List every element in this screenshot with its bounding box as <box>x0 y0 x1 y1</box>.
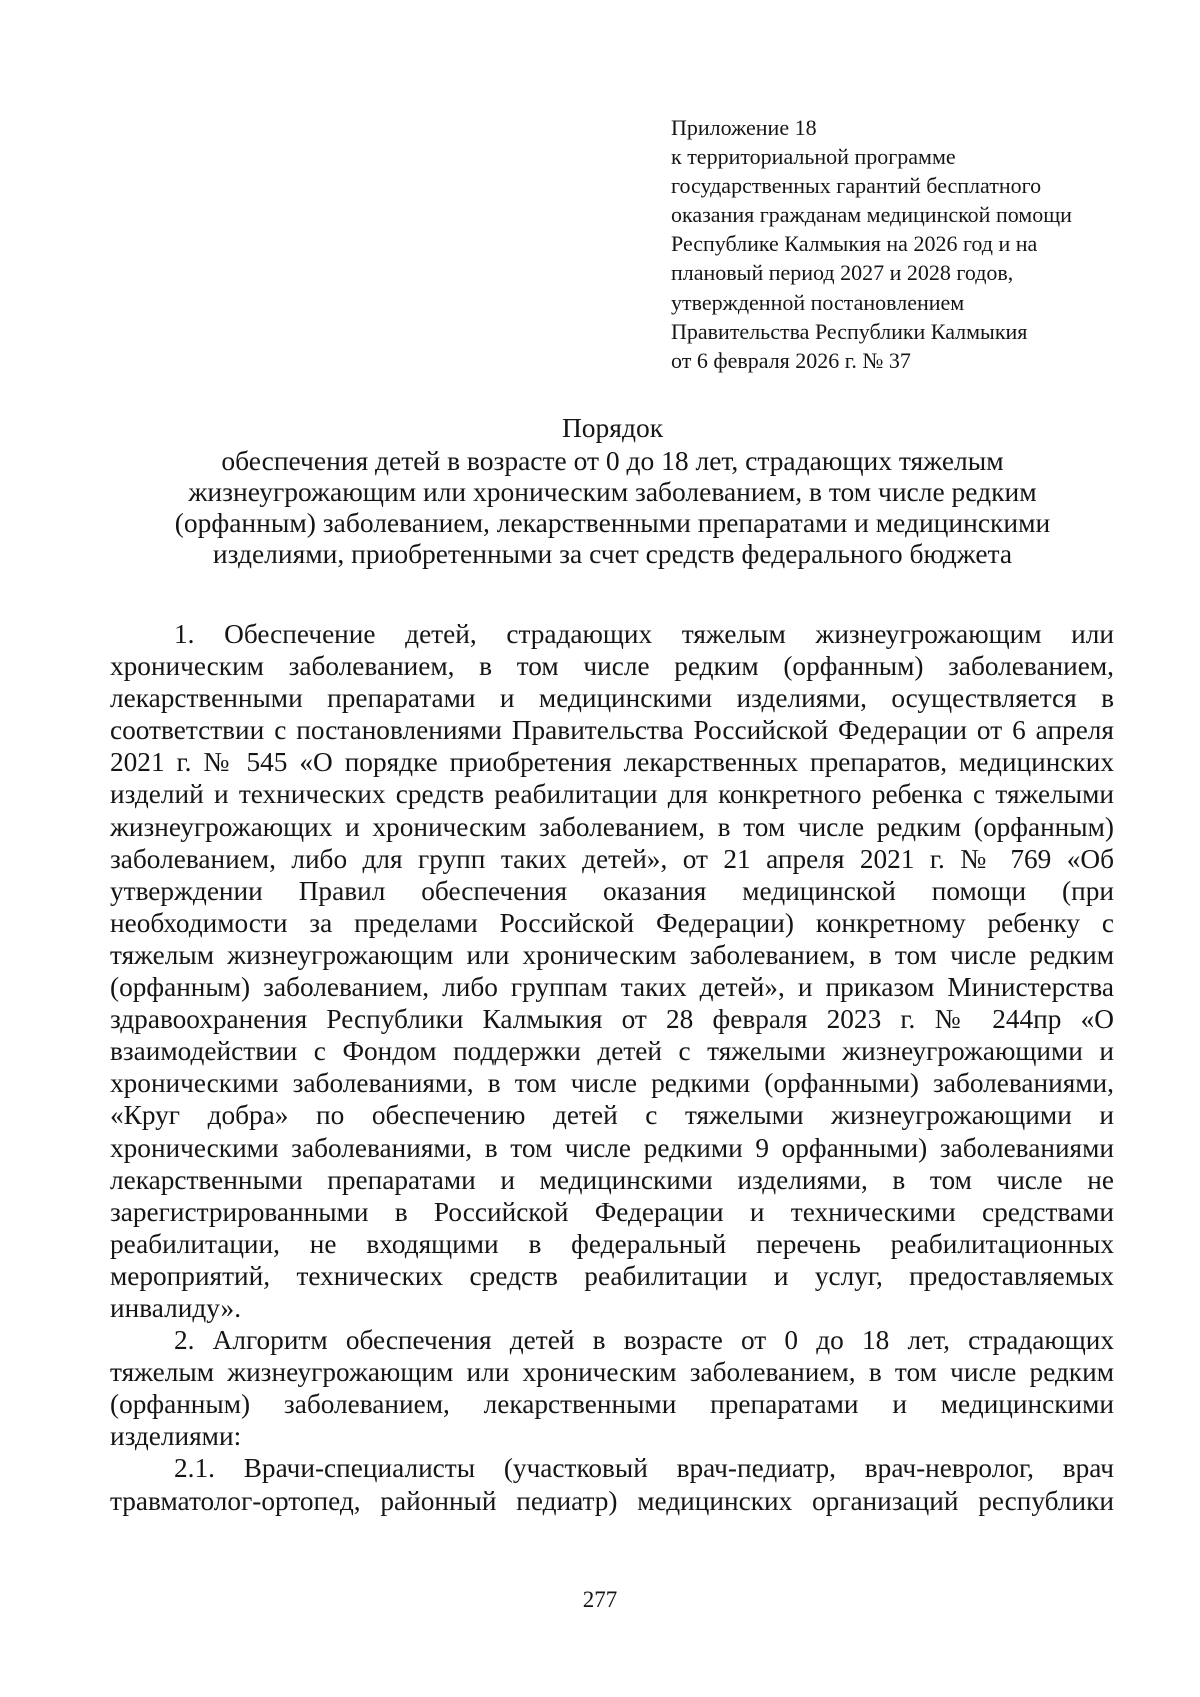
appendix-line: плановый период 2027 и 2028 годов, <box>671 260 1014 286</box>
text-line: хроническими заболеваниями, в том числе редкими (орфанными) заболеваниями, <box>110 1068 1114 1099</box>
appendix-line: оказания гражданам медицинской помощи <box>671 202 1072 228</box>
text-line: инвалиду». <box>110 1292 242 1323</box>
text-line: лекарственными препаратами и медицинскими изделиями, в том числе не <box>110 1164 1114 1195</box>
text-line: «Круг добра» по обеспечению детей с тяжелыми жизнеугрожающими и <box>110 1100 1114 1131</box>
title-line: жизнеугрожающим или хроническим заболеванием, в том числе редким <box>188 476 1037 507</box>
text-line: 2.1. Врачи-специалисты (участковый врач-педиатр, врач-невролог, врач <box>174 1453 1114 1484</box>
text-line: (орфанным) заболеванием, либо группам таких детей», и приказом Министерства <box>110 972 1114 1003</box>
appendix-note <box>671 113 1171 375</box>
document-body <box>110 618 1114 1517</box>
text-line: 2. Алгоритм обеспечения детей в возрасте от 0 до 18 лет, страдающих <box>174 1325 1114 1356</box>
text-line: лекарственными препаратами и медицинскими изделиями, осуществляется в <box>110 683 1114 714</box>
page-number: 277 <box>582 1587 618 1612</box>
text-line: хроническими заболеваниями, в том числе редкими 9 орфанными) заболеваниями <box>110 1132 1114 1163</box>
appendix-line: к территориальной программе <box>671 144 956 170</box>
text-line: тяжелым жизнеугрожающим или хроническим заболеванием, в том числе редким <box>110 1357 1114 1388</box>
text-line: заболеванием, либо для групп таких детей», от 21 апреля 2021 г. № 769 «Об <box>110 843 1114 874</box>
text-line: 2021 г. № 545 «О порядке приобретения лекарственных препаратов, медицинских <box>110 747 1114 778</box>
paragraph-1 <box>110 618 1114 1324</box>
appendix-line: Республике Калмыкия на 2026 год и на <box>671 231 1038 257</box>
text-line: хроническим заболеванием, в том числе редким (орфанным) заболеванием, <box>110 651 1114 682</box>
paragraph-2-1 <box>110 1452 1114 1516</box>
text-line: необходимости за пределами Российской Федерации) конкретному ребенку с <box>110 907 1114 938</box>
appendix-line: Приложение 18 <box>671 115 817 140</box>
text-line: зарегистрированными в Российской Федерации и техническими средствами <box>110 1196 1114 1227</box>
paragraph-2 <box>110 1324 1114 1452</box>
text-line: 1. Обеспечение детей, страдающих тяжелым жизнеугрожающим или <box>174 619 1114 649</box>
text-line: травматолог-ортопед, районный педиатр) медицинских организаций республики <box>110 1485 1114 1516</box>
title-line: обеспечения детей в возрасте от 0 до 18 лет, страдающих тяжелым <box>221 445 1004 476</box>
title-line: изделиями, приобретенными за счет средств федерального бюджета <box>212 538 1013 569</box>
appendix-line: утвержденной постановлением <box>671 289 965 315</box>
text-line: мероприятий, технических средств реабилитации и услуг, предоставляемых <box>110 1260 1114 1291</box>
title-heading: Порядок <box>561 412 664 443</box>
text-line: утверждении Правил обеспечения оказания медицинской помощи (при <box>110 875 1114 906</box>
text-line: взаимодействии с Фондом поддержки детей с тяжелыми жизнеугрожающими и <box>110 1036 1114 1067</box>
text-line: (орфанным) заболеванием, лекарственными препаратами и медицинскими <box>110 1389 1114 1420</box>
appendix-line: от 6 февраля 2026 г. № 37 <box>671 347 911 373</box>
text-line: жизнеугрожающих и хроническим заболеванием, в том числе редким (орфанным) <box>110 811 1114 842</box>
text-line: изделий и технических средств реабилитации для конкретного ребенка с тяжелыми <box>110 779 1114 810</box>
document-title <box>110 412 1115 569</box>
text-line: здравоохранения Республики Калмыкия от 28 февраля 2023 г. № 244пр «О <box>110 1004 1114 1035</box>
appendix-line: государственных гарантий бесплатного <box>671 173 1042 199</box>
text-line: реабилитации, не входящими в федеральный перечень реабилитационных <box>110 1228 1114 1259</box>
text-line: тяжелым жизнеугрожающим или хроническим заболеванием, в том числе редким <box>110 939 1114 970</box>
text-line: соответствии с постановлениями Правительства Российской Федерации от 6 апреля <box>110 715 1114 746</box>
text-line: изделиями: <box>110 1421 242 1452</box>
title-line: (орфанным) заболеванием, лекарственными препаратами и медицинскими <box>174 507 1051 538</box>
appendix-line: Правительства Республики Калмыкия <box>671 318 1028 344</box>
